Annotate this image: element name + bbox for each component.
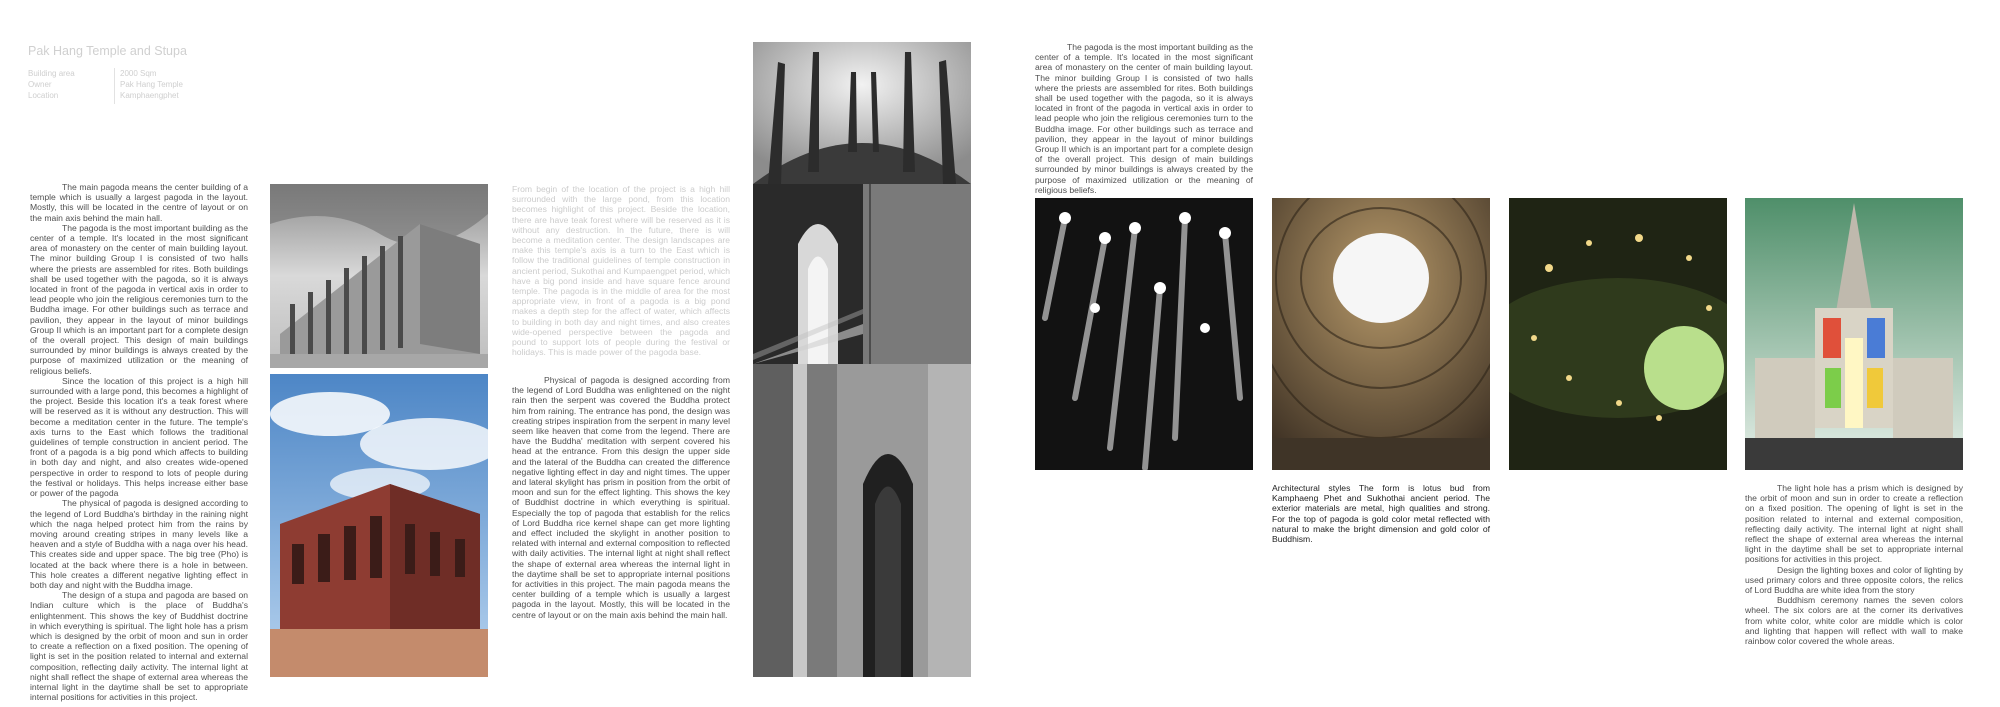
paragraph: The pagoda is the most important building as the center of a temple. It's located in the most significant area of monastery on the center of main building layout. The minor building Group I is consisted of two halls where the priests are assembled for rites. Both buildings shall be used together with the pagoda, so it is always located in front of the pagoda in vertical axis in order to lead people who join the religious ceremonies turn to the Buddha image. For other buildings such as terrace and pavilion, they appear in the layout of minor buildings Group II which is an important part for a complete design of the overall project. This design of main buildings surrounded by minor buildings is always created by the purpose of maximized utilization or the meaning of religious beliefs. bbox=[1035, 42, 1253, 195]
architectural-style-caption bbox=[1272, 483, 1490, 544]
paragraph: Since the location of this project is a high hill surrounded with a large pond, this becomes a highlight of the project. Beside this location it's a teak forest where will be reserved as it is without any destruction. This will become a meditation center in the future. The temple's axis turns to the East which follows the traditional guidelines of temple construction in ancient period. The front of a pagoda is a big pond which affects to building in both day and night, and also creates wide-opened perspective in order to respond to lots of people during the festival or holidays. This helps increase either base or power of the pagoda bbox=[30, 375, 248, 499]
info-label-location: Location bbox=[28, 91, 59, 100]
info-value-area: 2000 Sqm bbox=[120, 69, 157, 78]
lighting-design-text bbox=[1745, 483, 1963, 646]
paragraph: From begin of the location of the project is a high hill surrounded with the large pond, from this location becomes highlight of this project. Beside the location, there are have teak forest where will be reserved as it is without any destruction. In the future, there is will become a meditation center. The design landscapes are make this temple's axis is a turn to the East which is follow the traditional guidelines of temple construction in ancient period, Sukothai and Kumpaengpet period, which have a big pond inside and have square fence around temple. The pagoda is in the middle of area for the most appropriate view, in front of a pagoda is a big pond makes a depth step for the affect of water, which affects to building in both day and night times, and also creates wide-opened perspective between the pagoda and pound to support lots of people during the festival or holidays. This is made power of the pagoda base. bbox=[512, 184, 730, 358]
paragraph: Architectural styles The form is lotus bud from Kamphaeng Phet and Sukhothai ancient period. The exterior materials are metal, high qualities and strong. For the top of pagoda is gold color metal reflected with natural to make the bright dimension and gold color of Buddhism. bbox=[1272, 483, 1490, 545]
paragraph: The light hole has a prism which is designed by the orbit of moon and sun in order to create a reflection on a fixed position. The opening of light is set in the position related to internal and external composition, reflecting daily activity. The internal light at night shall reflect the shape of external area whereas the internal light in the daytime shall be set to appropriate internal positions for activities in this project. bbox=[1745, 483, 1963, 565]
photo-brick-building bbox=[270, 374, 488, 677]
paragraph: Design the lighting boxes and color of lighting by used primary colors and three opposite colors, the relics of Lord Buddha are white idea from the story bbox=[1745, 564, 1963, 596]
photo-night-interior bbox=[1509, 198, 1727, 470]
photo-light-shafts bbox=[1035, 198, 1253, 470]
photo-concrete-building bbox=[270, 184, 488, 368]
paragraph: The physical of pagoda is designed according to the legend of Lord Buddha's birthday in the raining night which the naga helped protect him from the rains by moving around creating stripes in many levels like a heaven and a style of Buddha with a naga over his head. This creates side and upper space. The big tree (Pho) is located at the back where there is a hole in between. This hole creates a different negative lighting effect in both day and night with the Buddha image. bbox=[30, 498, 248, 590]
paragraph: Buddhism ceremony names the seven colors wheel. The six colors are at the corner its derivatives from white color, white color are middle which is color and lighting that happen will reflect with wall to make rainbow color covered the whole areas. bbox=[1745, 595, 1963, 647]
pagoda-importance-text bbox=[1035, 42, 1253, 195]
info-divider bbox=[114, 68, 115, 104]
pagoda-physical-text bbox=[512, 375, 730, 620]
photo-pagoda-render bbox=[1745, 198, 1963, 470]
photo-fisheye-columns bbox=[753, 42, 971, 184]
info-value-owner: Pak Hang Temple bbox=[120, 80, 183, 89]
paragraph: Physical of pagoda is designed according from the legend of Lord Buddha was enlightened on the night rain then the serpent was covered the Buddha protect him from raining. The entrance has pond, the design was creating stripes inspiration from the serpent in many level seem like heaven that come from the legend. There are have the Buddha' meditation with serpent covered his head at the entrance. From this design the upper side and the lateral of the Buddha can created the difference negative lighting effect in day and night times. The upper and lateral skylight has prism in position from the orbit of moon and sun for the effect lighting. This shows the key of Buddhist doctrine in which everything is spiritual. Especially the top of pagoda that establish for the relics of Lord Buddha rice kernel shape can get more lighting and effect included the skylight in another position to related with internal and external composition to reflected with daily activities. The internal light at night shall reflect the shape of external area whereas the internal light in the daytime shall be set to appropriate internal positions for activities in this project. The main pagoda means the center building of a temple which is usually a largest pagoda in the layout. Mostly, this will be located in the centre of layout or on the main axis behind the main hall. bbox=[512, 375, 730, 620]
project-info bbox=[28, 68, 228, 108]
intro-text-column bbox=[30, 182, 248, 702]
photo-dome-oculus bbox=[1272, 198, 1490, 470]
project-title: Pak Hang Temple and Stupa bbox=[28, 44, 187, 58]
photo-arch-corridor bbox=[753, 184, 971, 364]
info-label-owner: Owner bbox=[28, 80, 52, 89]
location-text-faded bbox=[512, 184, 730, 357]
paragraph: The design of a stupa and pagoda are based on Indian culture which is the place of Buddha's enlightenment. This shows the key of Buddhist doctrine in which everything is spiritual. The light hole has a prism which is designed by the orbit of moon and sun in order to create a reflection on a fixed position. The opening of light is set in the position related to internal and external composition, reflecting daily activity. The internal light at night shall reflect the shape of external area whereas the internal light in the daytime shall be set to appropriate internal positions for activities in this project. bbox=[30, 590, 248, 703]
photo-tall-arch bbox=[753, 364, 971, 677]
info-label-area: Building area bbox=[28, 69, 75, 78]
paragraph: The pagoda is the most important building as the center of a temple. It's located in the most significant area of monastery on the center of main building layout. The minor building Group I is consisted of two halls where the priests are assembled for rites. Both buildings shall be used together with the pagoda, so it is always located in front of the pagoda in vertical axis in order to lead people who join the religious ceremonies turn to the Buddha image. For other buildings such as terrace and pavilion, they appear in the layout of minor buildings Group II which is an important part for a complete design of the overall project. This design of main buildings surrounded by minor buildings is always created by the purpose of maximized utilization or the meaning of religious beliefs. bbox=[30, 222, 248, 376]
info-value-location: Kamphaengphet bbox=[120, 91, 179, 100]
paragraph: The main pagoda means the center building of a temple which is usually a largest pagoda in the layout. Mostly, this will be located in the centre of layout or on the main axis behind the main hall. bbox=[30, 182, 248, 223]
